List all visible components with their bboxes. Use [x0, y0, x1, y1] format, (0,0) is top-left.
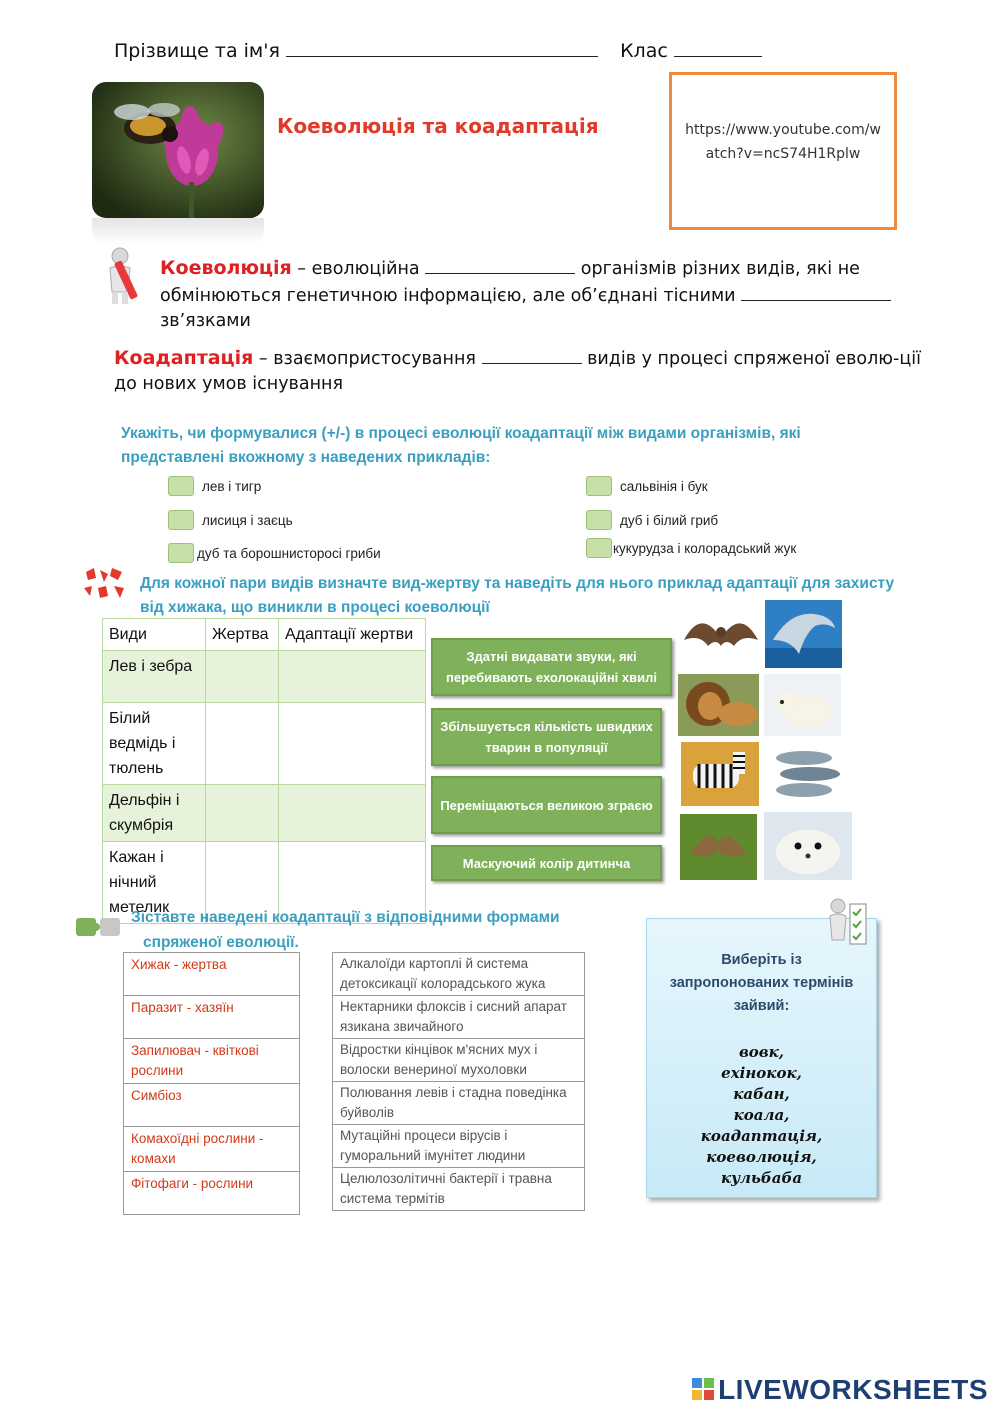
pair-label: дуб та борошнисторосі гриби	[197, 546, 381, 561]
lion-image	[678, 674, 759, 736]
coevolution-text-1: – еволюційна	[291, 259, 420, 279]
adaptation-answer-cell[interactable]	[279, 651, 426, 703]
task1-instruction-line2: представлені вкожному з наведених прикладів:	[121, 449, 491, 466]
coevolution-text-3: зв’язками	[160, 311, 251, 331]
red-shapes-icon	[80, 566, 130, 606]
answer-box-oak-boletus[interactable]	[586, 510, 612, 530]
coadaptation-definition	[114, 345, 940, 397]
photo-reflection	[92, 218, 264, 244]
task3-instruction	[131, 905, 611, 955]
seal-pup-image	[764, 812, 852, 880]
option-fast-animals[interactable]: Збільшується кількість швидких тварин в популяції	[431, 708, 662, 766]
task2-instruction-line2: від хижака, що виникли в процесі коеволюції	[140, 599, 490, 616]
header-prey: Жертва	[206, 619, 279, 651]
option-camouflage-color[interactable]: Маскуючий колір дитинча	[431, 845, 662, 881]
option-schooling[interactable]: Переміщаються великою зграєю	[431, 776, 662, 834]
worksheet-title: Коеволюція та коадаптація	[277, 114, 599, 138]
adaptation-answer-cell[interactable]	[279, 785, 426, 842]
example-cell[interactable]: Целюлозолітичні бактерії і травна система термітів	[333, 1168, 585, 1211]
dolphin-image	[765, 600, 842, 668]
coadaptation-term: Коадаптація	[114, 347, 254, 369]
task3-instruction-line2: спряженої еволюції.	[143, 934, 299, 951]
pair-label: сальвінія і бук	[620, 479, 708, 494]
form-cell[interactable]: Симбіоз	[124, 1084, 300, 1127]
liveworksheets-logo-icon	[692, 1378, 714, 1404]
term-option[interactable]: кульбаба	[720, 1169, 803, 1187]
zebra-image	[681, 742, 759, 806]
prey-answer-cell[interactable]	[206, 651, 279, 703]
checklist-man-icon	[822, 896, 870, 952]
term-option[interactable]: кабан,	[733, 1085, 790, 1103]
bee-flower-photo	[92, 82, 264, 218]
prey-answer-cell[interactable]	[206, 703, 279, 785]
evolution-forms-table	[123, 952, 300, 1215]
coadaptation-text-2: видів у процесі спряженої еволю-ції до нових умов існування	[114, 349, 921, 394]
answer-box-corn-beetle[interactable]	[586, 538, 612, 558]
coadaptation-text-1: – взаємопристосування	[253, 349, 476, 369]
pencil-man-icon	[100, 246, 148, 310]
species-cell: Лев і зебра	[103, 651, 206, 703]
prey-answer-cell[interactable]	[206, 785, 279, 842]
pair-label: лисиця і заєць	[202, 513, 293, 528]
answer-box-salvinia-beech[interactable]	[586, 476, 612, 496]
class-field[interactable]	[674, 38, 762, 57]
liveworksheets-logo-text: LIVEWORKSHEETS	[718, 1374, 988, 1405]
pair-label: дуб і білий гриб	[620, 513, 719, 528]
header-adaptation: Адаптації жертви	[279, 619, 426, 651]
term-option[interactable]: коадаптація,	[700, 1127, 823, 1145]
form-cell[interactable]: Фітофаги - рослини	[124, 1172, 300, 1215]
answer-box-oak-mildew[interactable]	[168, 543, 194, 563]
prey-adaptation-table	[102, 618, 426, 924]
term-option[interactable]: вовк,	[738, 1043, 785, 1061]
answer-box-fox-hare[interactable]	[168, 510, 194, 530]
video-link[interactable]: https://www.youtube.com/watch?v=ncS74H1Rplw	[685, 122, 881, 162]
form-cell[interactable]: Запилювач - квіткові рослини	[124, 1039, 300, 1084]
odd-term-box	[646, 918, 877, 1198]
form-cell[interactable]: Комахоїдні рослини - комахи	[124, 1127, 300, 1172]
form-cell[interactable]: Паразит - хазяїн	[124, 996, 300, 1039]
adaptation-answer-cell[interactable]	[279, 703, 426, 785]
puzzle-icon	[74, 912, 124, 944]
coevolution-blank-2[interactable]	[741, 282, 891, 301]
form-cell[interactable]: Хижак - жертва	[124, 953, 300, 996]
task2-instruction-line1: Для кожної пари видів визначте вид-жертву та наведіть для нього приклад адаптації для захисту	[140, 575, 895, 592]
name-field[interactable]	[286, 38, 598, 57]
term-option[interactable]: коала,	[733, 1106, 790, 1124]
pair-label: кукурудза і колорадський жук	[613, 541, 797, 556]
coadaptation-examples-table	[332, 952, 585, 1211]
coevolution-definition	[160, 255, 940, 334]
example-cell[interactable]: Нектарники флоксів і сисний апарат язикана звичайного	[333, 996, 585, 1039]
species-cell: Дельфін і скумбрія	[103, 785, 206, 842]
example-cell[interactable]: Мутаційні процеси вірусів і гуморальний імунітет людини	[333, 1125, 585, 1168]
coevolution-term: Коеволюція	[160, 257, 292, 279]
coadaptation-blank[interactable]	[482, 345, 582, 364]
odd-term-list	[647, 1042, 876, 1189]
name-label: Прізвище та ім'я	[114, 40, 280, 62]
coevolution-blank-1[interactable]	[425, 255, 575, 274]
coevolution-text-2: організмів різних видів, які не обмінюються генетичною інформацією, але об’єднані тісними	[160, 259, 860, 306]
species-cell: Кажан і нічний метелик	[103, 842, 206, 924]
example-cell[interactable]: Алкалоїди картоплі й система детоксикації колорадського жука	[333, 953, 585, 996]
option-sound-jamming[interactable]: Здатні видавати звуки, які перебивають ехолокаційні хвилі	[431, 638, 672, 696]
odd-term-title: Виберіть із запропонованих термінів зайвий:	[669, 952, 854, 1014]
mackerel-image	[764, 742, 850, 806]
moth-image	[680, 814, 757, 880]
task3-instruction-line1: Зіставте наведені коадаптації з відповідними формами	[131, 909, 560, 926]
example-cell[interactable]: Полювання левів і стадна поведінка буйволів	[333, 1082, 585, 1125]
header-species: Види	[103, 619, 206, 651]
class-label: Клас	[620, 40, 668, 62]
term-option[interactable]: коеволюція,	[706, 1148, 817, 1166]
species-cell: Білий ведмідь і тюлень	[103, 703, 206, 785]
polar-bear-image	[764, 674, 841, 736]
term-option[interactable]: ехінокок,	[721, 1064, 802, 1082]
pair-label: лев і тигр	[202, 479, 262, 494]
example-cell[interactable]: Відростки кінцівок м'ясних мух і волоски венериної мухоловки	[333, 1039, 585, 1082]
bat-image	[680, 600, 762, 668]
header-line	[114, 38, 762, 62]
task1-instruction-line1: Укажіть, чи формувалися (+/-) в процесі еволюції коадаптації між видами організмів, які	[121, 425, 801, 442]
task1-instruction	[121, 422, 861, 470]
answer-box-lion-tiger[interactable]	[168, 476, 194, 496]
